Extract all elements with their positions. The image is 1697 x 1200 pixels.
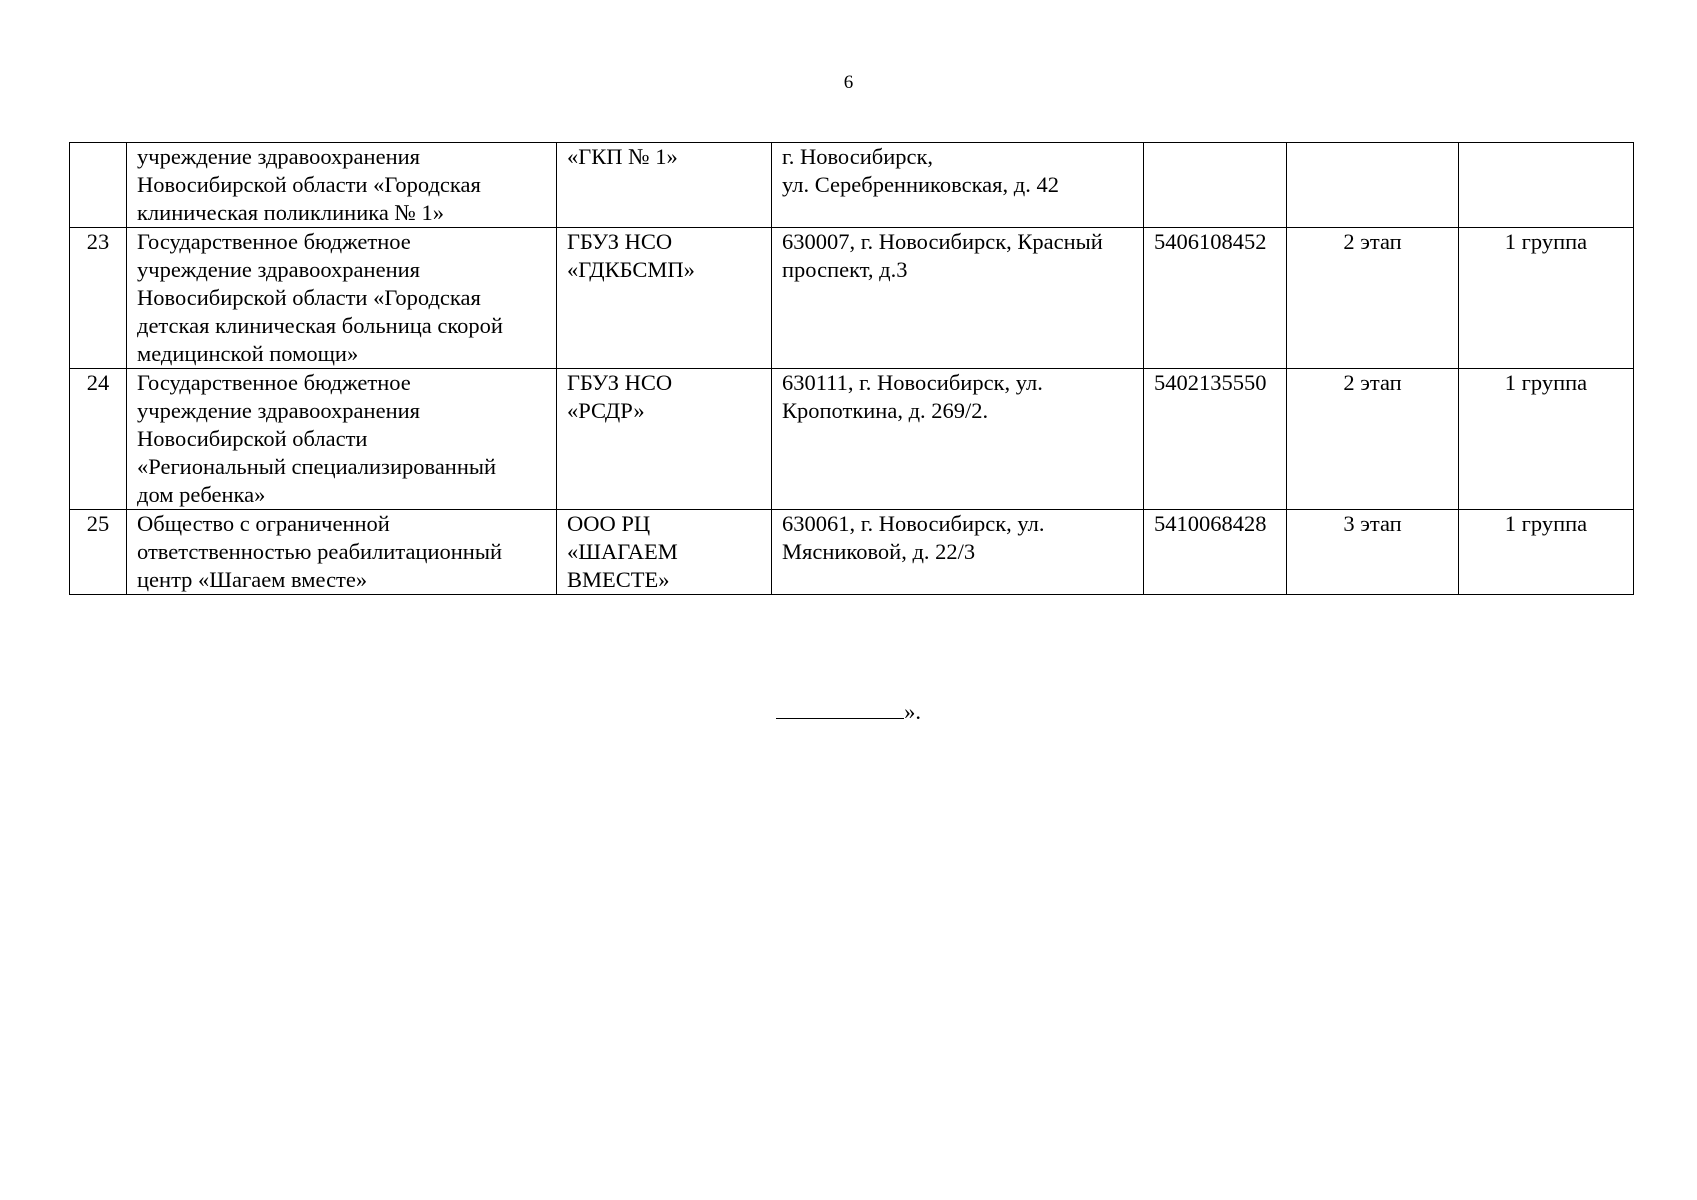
short-name-line: ГБУЗ НСО [567,370,673,395]
address-line: г. Новосибирск, [782,144,934,169]
inn-cell: 5402135550 [1144,369,1287,510]
organization-name-line: Новосибирской области [137,426,368,451]
table-row [70,510,1634,595]
page-number: 6 [843,72,854,93]
address-line: Кропоткина, д. 269/2. [782,398,989,423]
address-line: 630007, г. Новосибирск, Красный [782,229,1103,254]
inn-cell: 5406108452 [1144,228,1287,369]
organization-name-line: медицинской помощи» [137,341,359,366]
inn-cell: 5410068428 [1144,510,1287,595]
organization-name-cell [127,143,557,228]
organization-name-line: Государственное бюджетное [137,370,411,395]
short-name-line: ВМЕСТЕ» [567,567,670,592]
address-line: 630111, г. Новосибирск, ул. [782,370,1043,395]
short-name-line: «РСДР» [567,398,645,423]
address-cell [772,369,1144,510]
address-line: ул. Серебренниковская, д. 42 [782,172,1059,197]
organization-name-line: учреждение здравоохранения [137,144,420,169]
address-line: 630061, г. Новосибирск, ул. [782,511,1045,536]
short-name-line: «ГДКБСМП» [567,257,695,282]
organization-name-line: клиническая поликлиника № 1» [137,200,445,225]
row-number-cell: 23 [70,228,127,369]
organization-name-line: «Региональный специализированный [137,454,497,479]
organization-name-line: ответственностью реабилитационный [137,539,502,564]
stage-cell: 2 этап [1287,369,1459,510]
closing-mark [0,694,1697,725]
address-cell [772,228,1144,369]
organization-name-line: детская клиническая больница скорой [137,313,503,338]
group-cell: 1 группа [1459,228,1634,369]
address-cell [772,510,1144,595]
table-row [70,369,1634,510]
closing-quote: ». [904,699,921,724]
short-name-cell [557,143,772,228]
group-cell [1459,143,1634,228]
stage-cell: 3 этап [1287,510,1459,595]
short-name-line: ГБУЗ НСО [567,229,673,254]
short-name-line: «ГКП № 1» [567,144,678,169]
organization-name-line: Государственное бюджетное [137,229,411,254]
group-cell: 1 группа [1459,369,1634,510]
row-number-cell: 24 [70,369,127,510]
address-line: Мясниковой, д. 22/3 [782,539,976,564]
organization-name-cell [127,369,557,510]
short-name-cell [557,510,772,595]
stage-cell [1287,143,1459,228]
organization-name-cell [127,510,557,595]
short-name-cell [557,228,772,369]
stage-cell: 2 этап [1287,228,1459,369]
address-cell [772,143,1144,228]
table-row [70,143,1634,228]
organization-name-line: учреждение здравоохранения [137,257,420,282]
short-name-line: «ШАГАЕМ [567,539,678,564]
group-cell: 1 группа [1459,510,1634,595]
registry-table [69,142,1634,595]
signature-blank-line [776,694,904,719]
organization-name-line: дом ребенка» [137,482,266,507]
organization-name-line: Новосибирской области «Городская [137,285,481,310]
inn-cell [1144,143,1287,228]
short-name-line: ООО РЦ [567,511,651,536]
row-number-cell: 25 [70,510,127,595]
short-name-cell [557,369,772,510]
organization-name-line: Общество с ограниченной [137,511,390,536]
organization-name-line: Новосибирской области «Городская [137,172,481,197]
organization-name-line: учреждение здравоохранения [137,398,420,423]
address-line: проспект, д.3 [782,257,908,282]
table-row [70,228,1634,369]
row-number-cell [70,143,127,228]
organization-name-cell [127,228,557,369]
organization-name-line: центр «Шагаем вместе» [137,567,368,592]
